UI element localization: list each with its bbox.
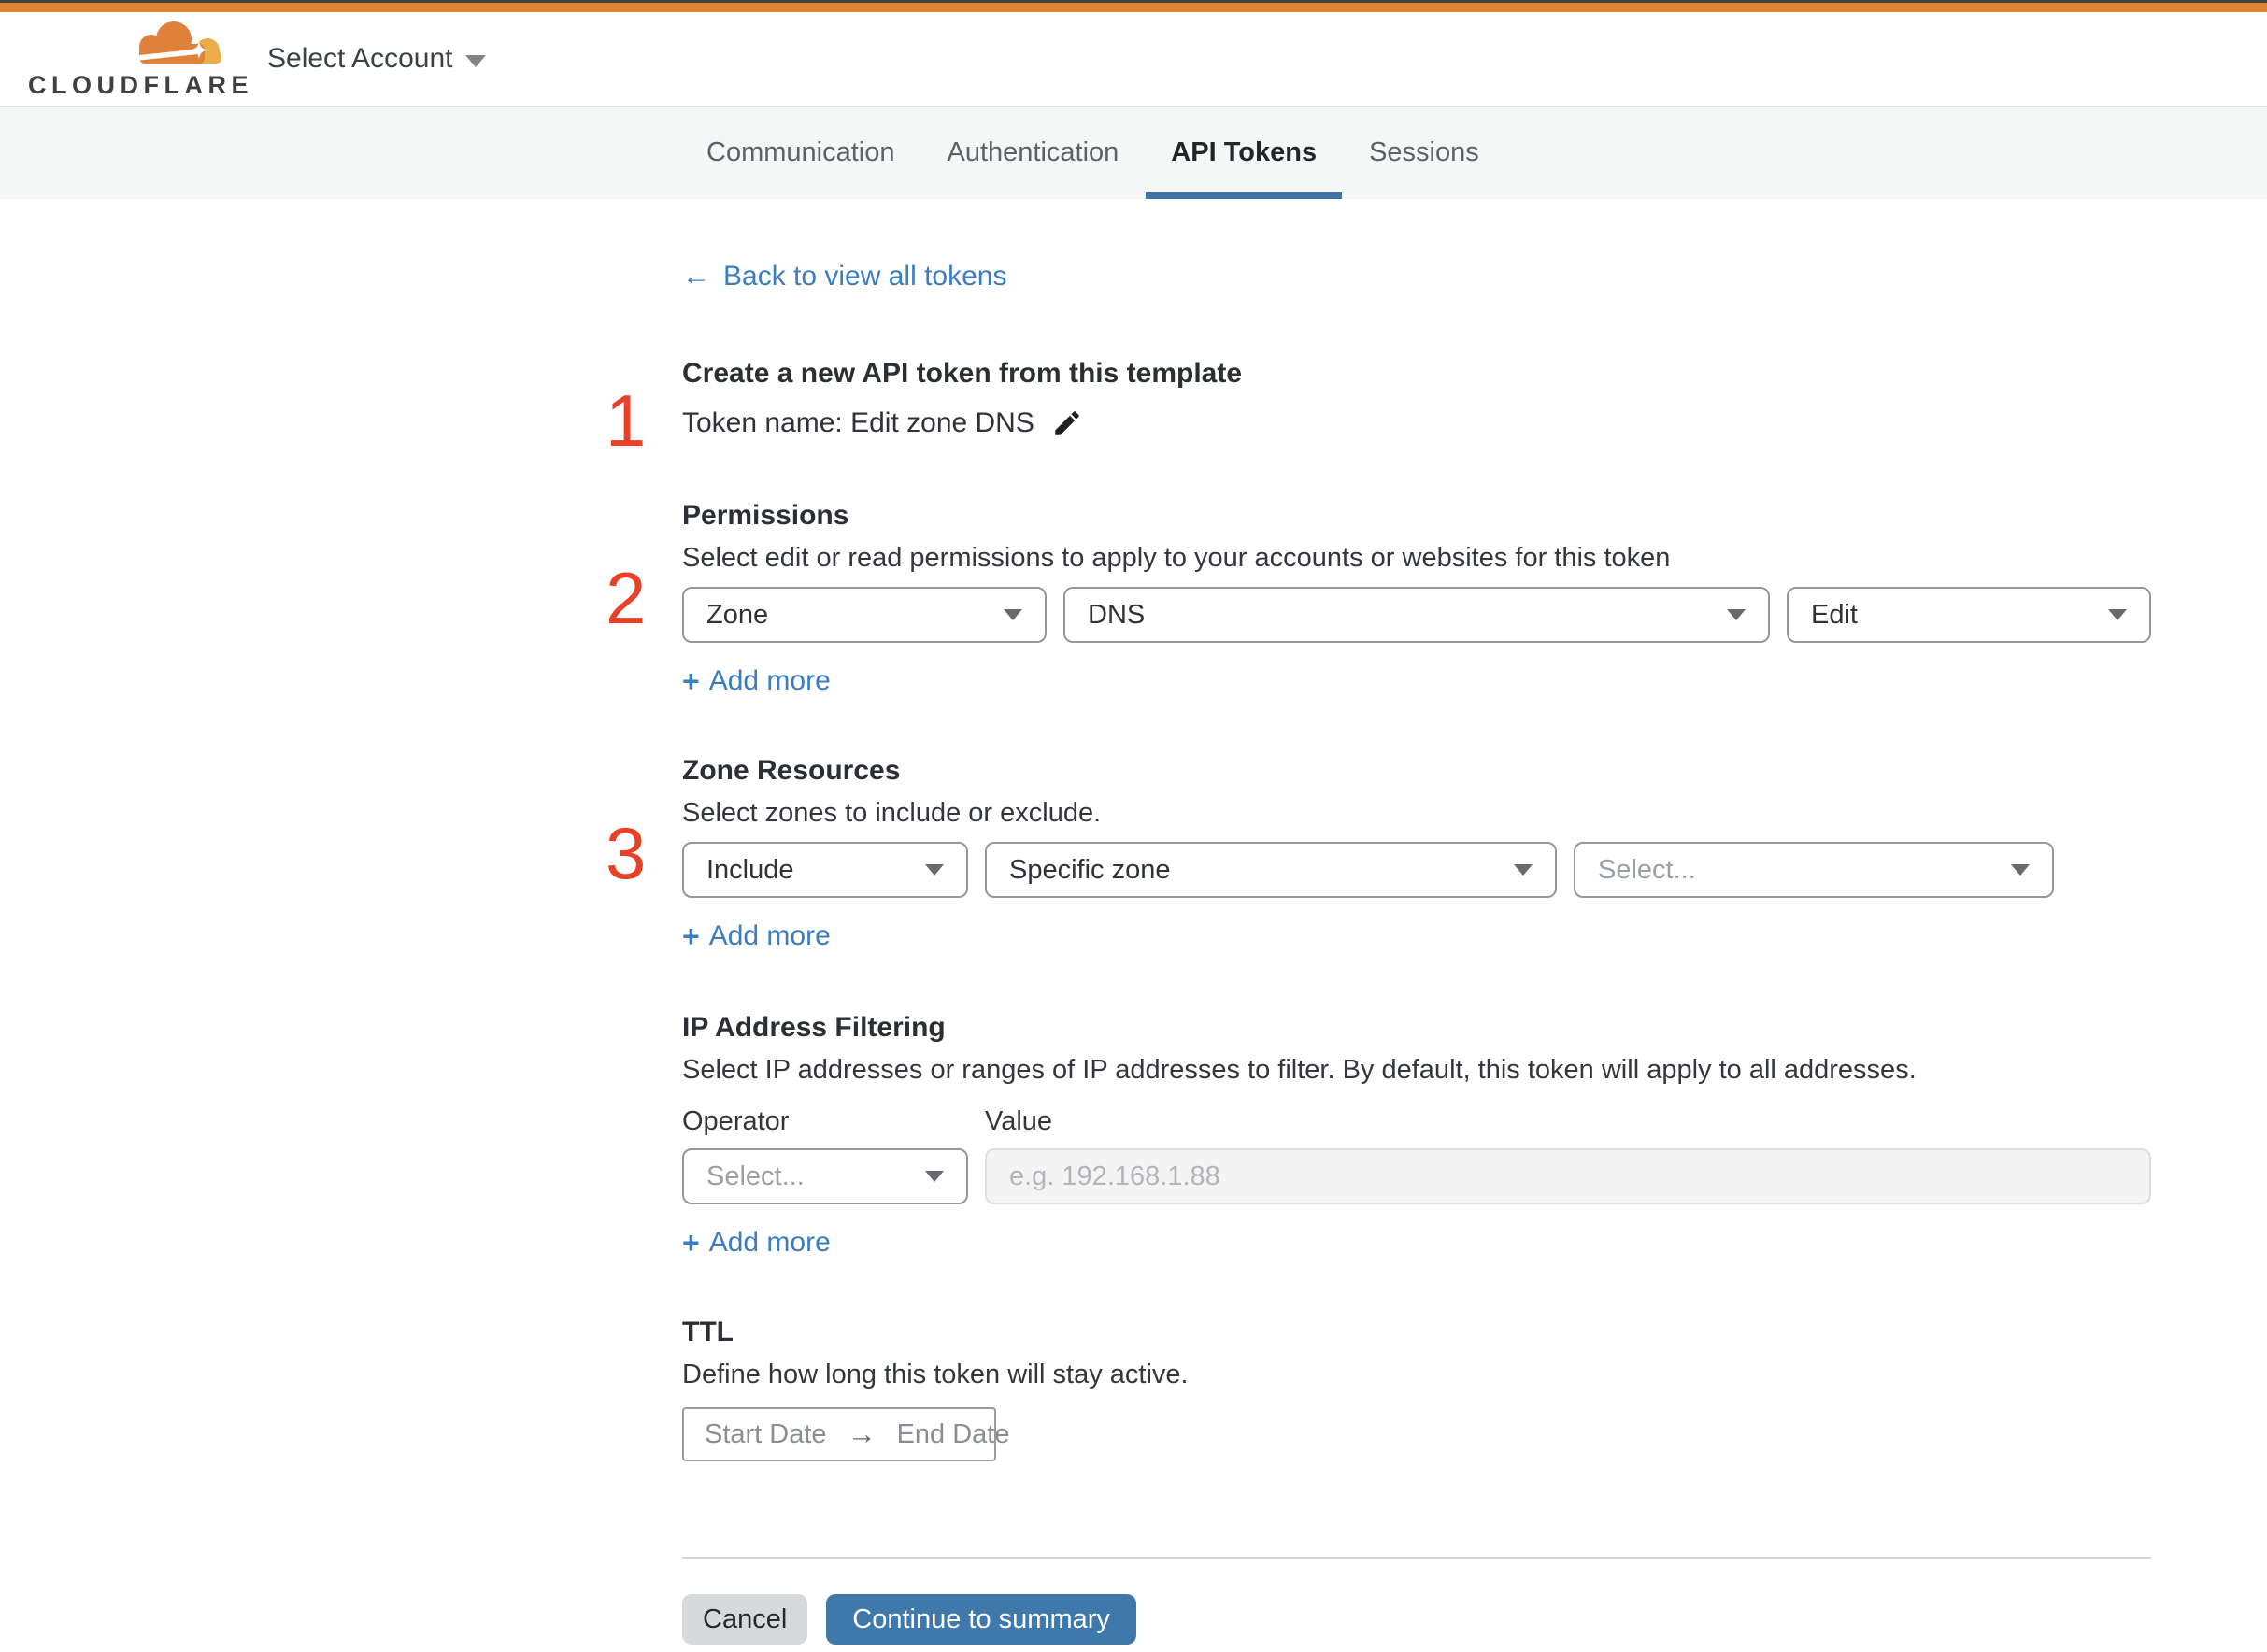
permissions-add-more-link[interactable]: + Add more	[682, 664, 831, 698]
edit-pencil-icon[interactable]	[1051, 407, 1083, 439]
zone-picker-select[interactable]: Select...	[1574, 842, 2054, 898]
token-template-form	[606, 199, 2151, 1645]
zone-type-select[interactable]: Specific zone	[985, 842, 1557, 898]
tab-sessions[interactable]: Sessions	[1369, 137, 1479, 167]
ip-value-input[interactable]	[985, 1148, 2151, 1204]
tab-authentication[interactable]: Authentication	[947, 137, 1119, 167]
value-label: Value	[985, 1106, 1053, 1136]
plus-icon: +	[682, 919, 700, 953]
zone-resources-title: Zone Resources	[682, 755, 901, 786]
ip-filtering-title: IP Address Filtering	[682, 1012, 946, 1043]
section-permissions	[606, 500, 2151, 698]
cancel-button[interactable]: Cancel	[682, 1594, 807, 1645]
chevron-down-icon	[1514, 864, 1533, 876]
ip-filtering-add-more-link[interactable]: + Add more	[682, 1226, 831, 1260]
chevron-down-icon	[465, 55, 486, 67]
section-ttl	[682, 1317, 2151, 1461]
back-to-tokens-link[interactable]	[682, 261, 1006, 292]
plus-icon: +	[682, 664, 700, 698]
permission-service-select[interactable]: DNS	[1063, 587, 1770, 643]
plus-icon: +	[682, 1226, 700, 1260]
form-actions	[682, 1594, 2151, 1645]
section-zone-resources	[606, 755, 2151, 953]
zone-include-exclude-select[interactable]: Include	[682, 842, 968, 898]
chevron-down-icon	[2108, 609, 2127, 620]
permission-access-select[interactable]: Edit	[1787, 587, 2151, 643]
ip-operator-select[interactable]: Select...	[682, 1148, 968, 1204]
arrow-right-icon: →	[847, 1417, 877, 1450]
permission-scope-select[interactable]: Zone	[682, 587, 1047, 643]
operator-label: Operator	[682, 1106, 790, 1136]
account-selector-label: Select Account	[267, 43, 453, 74]
zone-resources-description: Select zones to include or exclude.	[682, 798, 1102, 828]
chevron-down-icon	[925, 1171, 944, 1182]
permissions-title: Permissions	[682, 500, 849, 531]
back-arrow-icon: ←	[682, 261, 710, 292]
footer-divider	[682, 1557, 2151, 1559]
header	[0, 12, 2267, 106]
continue-to-summary-button[interactable]: Continue to summary	[826, 1594, 1136, 1645]
chevron-down-icon	[925, 864, 944, 876]
template-title: Create a new API token from this template	[682, 358, 1243, 389]
ttl-date-range-picker[interactable]	[682, 1407, 1010, 1461]
profile-tabbar	[0, 106, 2267, 199]
section-token-name	[606, 358, 2151, 462]
tab-api-tokens[interactable]: API Tokens	[1171, 107, 1317, 199]
permissions-description: Select edit or read permissions to apply to your accounts or websites for this token	[682, 543, 1671, 573]
step-marker-2: 2	[606, 557, 647, 639]
section-ip-filtering	[682, 1012, 2151, 1259]
tab-communication[interactable]: Communication	[706, 137, 895, 167]
token-name-text: Token name: Edit zone DNS	[682, 407, 1034, 438]
cloudflare-logo[interactable]	[28, 19, 253, 100]
cloudflare-logo-text: CLOUDFLARE	[28, 70, 253, 99]
ttl-title: TTL	[682, 1317, 734, 1347]
ttl-description: Define how long this token will stay active.	[682, 1360, 1189, 1389]
end-date-placeholder: End Date	[896, 1418, 1010, 1449]
ip-filtering-description: Select IP addresses or ranges of IP addresses to filter. By default, this token will apply to all addresses.	[682, 1055, 1917, 1085]
step-marker-1: 1	[606, 379, 647, 462]
account-selector[interactable]	[267, 43, 486, 75]
step-marker-3: 3	[606, 812, 647, 894]
chevron-down-icon	[2011, 864, 2030, 876]
start-date-placeholder: Start Date	[705, 1418, 827, 1449]
chevron-down-icon	[1727, 609, 1746, 620]
back-link-label: Back to view all tokens	[723, 261, 1007, 292]
cloudflare-cloud-icon	[125, 19, 224, 69]
top-accent-orange-bar	[0, 3, 2267, 12]
zone-resources-add-more-link[interactable]: + Add more	[682, 919, 831, 953]
chevron-down-icon	[1004, 609, 1022, 620]
